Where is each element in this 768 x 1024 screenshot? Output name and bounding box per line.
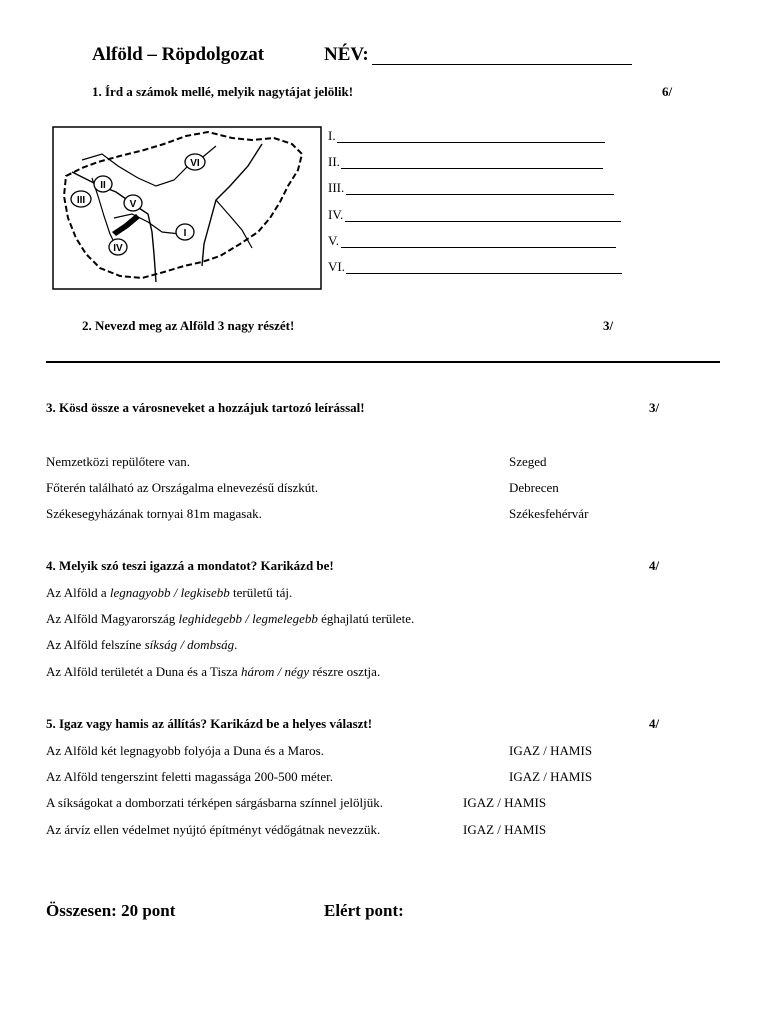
answer-label-ii: II. [328, 154, 340, 169]
answer-label-vi: VI. [328, 259, 345, 274]
name-field[interactable] [372, 64, 632, 65]
q5-answer-4[interactable]: IGAZ / HAMIS [463, 822, 547, 837]
q2-question: 2. Nevezd meg az Alföld 3 nagy részét! [82, 318, 295, 333]
answer-label-iii: III. [328, 180, 345, 195]
q5-answer-2[interactable]: IGAZ / HAMIS [509, 769, 593, 784]
answer-label-i: I. [328, 128, 336, 143]
achieved-points-label: Elért pont: [324, 901, 404, 920]
hungary-map [52, 126, 322, 290]
q3-desc-1: Nemzetközi repülőtere van. [46, 454, 191, 469]
map-label-v [124, 195, 142, 211]
map-label-i-text: I [183, 228, 187, 239]
q4-option-2[interactable]: leghidegebb / legmelegebb [178, 611, 318, 626]
q5-points: 4/ [649, 716, 660, 731]
q3-city-2: Debrecen [509, 480, 559, 495]
map-label-v-text: V [129, 199, 137, 210]
q4-sentence-2: Az Alföld Magyarország leghidegebb / legmelegebb éghajlatú területe. [46, 611, 415, 626]
answer-line-i[interactable] [337, 142, 605, 143]
q4-sentence-4: Az Alföld területét a Duna és a Tisza három / négy részre osztja. [46, 664, 381, 679]
q3-city-3: Székesfehérvár [509, 506, 589, 521]
map-label-vi-text: VI [190, 158, 200, 169]
q4-sentence-1: Az Alföld a legnagyobb / legkisebb területű táj. [46, 585, 293, 600]
section-divider [46, 361, 720, 363]
region-divider-center [114, 214, 180, 234]
q4-option-4[interactable]: három / négy [240, 664, 310, 679]
q4-option-3[interactable]: síkság / dombság [144, 637, 235, 652]
q5-answer-3[interactable]: IGAZ / HAMIS [463, 795, 547, 810]
map-label-iii [71, 191, 91, 207]
answer-line-ii[interactable] [341, 168, 603, 169]
answer-line-iii[interactable] [346, 194, 614, 195]
answer-label-v: V. [328, 233, 339, 248]
q4-option-1[interactable]: legnagyobb / legkisebb [109, 585, 230, 600]
map-label-iv [109, 239, 127, 255]
answer-line-vi[interactable] [346, 273, 622, 274]
map-label-ii [94, 176, 112, 192]
answer-label-iv: IV. [328, 207, 344, 222]
country-border [64, 132, 302, 278]
q5-answer-1[interactable]: IGAZ / HAMIS [509, 743, 593, 758]
q5-statement-4: Az árvíz ellen védelmet nyújtó építményt védőgátnak nevezzük. [46, 822, 381, 837]
answer-line-v[interactable] [341, 247, 616, 248]
page-title: Alföld – Röpdolgozat [92, 44, 265, 65]
q1-points: 6/ [662, 84, 673, 99]
q1-question: 1. Írd a számok mellé, melyik nagytájat jelölik! [92, 84, 354, 99]
q4-points: 4/ [649, 558, 660, 573]
q5-statement-2: Az Alföld tengerszint feletti magassága 200-500 méter. [46, 769, 333, 784]
map-label-ii-text: II [100, 180, 106, 191]
map-label-i [176, 224, 194, 240]
q4-question: 4. Melyik szó teszi igazzá a mondatot? Karikázd be! [46, 558, 334, 573]
map-label-iv-text: IV [113, 243, 123, 254]
q5-statement-3: A síkságokat a domborzati térképen sárgásbarna színnel jelöljük. [46, 795, 383, 810]
q3-city-1: Szeged [509, 454, 547, 469]
answer-line-iv[interactable] [345, 221, 621, 222]
q3-desc-2: Főterén található az Országalma elnevezésű díszkút. [46, 480, 319, 495]
q4-sentence-3: Az Alföld felszíne síkság / dombság. [46, 637, 238, 652]
q5-statement-1: Az Alföld két legnagyobb folyója a Duna és a Maros. [46, 743, 324, 758]
q3-points: 3/ [649, 400, 660, 415]
total-points: Összesen: 20 pont [46, 901, 176, 920]
map-label-iii-text: III [76, 195, 86, 206]
q3-desc-3: Székesegyházának tornyai 81m magasak. [46, 506, 262, 521]
q5-question: 5. Igaz vagy hamis az állítás? Karikázd be a helyes választ! [46, 716, 373, 731]
q3-question: 3. Kösd össze a városneveket a hozzájuk tartozó leírással! [46, 400, 365, 415]
map-label-vi [185, 154, 205, 170]
danube-river [72, 172, 156, 282]
name-label: NÉV: [324, 44, 369, 65]
q2-points: 3/ [603, 318, 614, 333]
